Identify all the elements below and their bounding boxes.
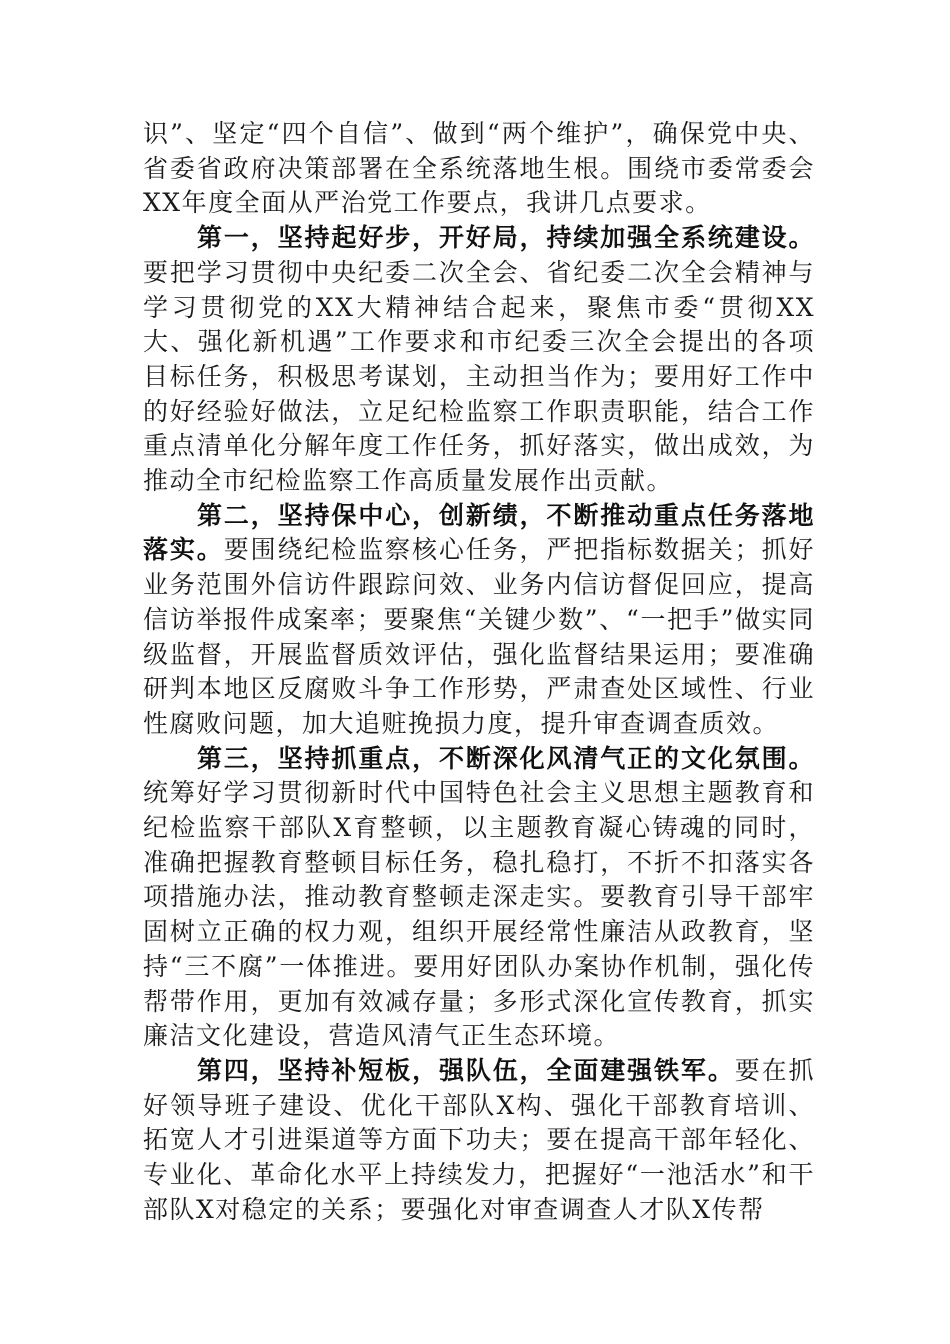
paragraph-third-point-heading: 第三，坚持抓重点，不断深化风清气正的文化氛围。 (197, 743, 815, 773)
paragraph-second-point (143, 499, 815, 742)
paragraph-fourth-point-heading: 第四，坚持补短板，强队伍，全面建强铁军。 (197, 1055, 735, 1085)
document-body (143, 117, 815, 1228)
paragraph-intro (143, 117, 815, 221)
paragraph-first-point (143, 221, 815, 499)
paragraph-fourth-point (143, 1054, 815, 1228)
paragraph-first-point-text: 要把学习贯彻中央纪委二次全会、省纪委二次全会精神与学习贯彻党的XX大精神结合起来，聚焦市委“贯彻XX大、强化新机遇”工作要求和市纪委三次全会提出的各项目标任务，积极思考谋划，主动担当作为；要用好工作中的好经验好做法，立足纪检监察工作职责职能，结合工作重点清单化分解年度工作任务，抓好落实，做出成效，为推动全市纪检监察工作高质量发展作出贡献。 (143, 257, 815, 496)
paragraph-fourth-point-text: 要在抓好领导班子建设、优化干部队X构、强化干部教育培训、拓宽人才引进渠道等方面下功夫；要在提高干部年轻化、专业化、革命化水平上持续发力，把握好“一池活水”和干部队X对稳定的关系；要强化对审查调查人才队X传帮 (143, 1055, 815, 1224)
paragraph-second-point-text: 要围绕纪检监察核心任务，严把指标数据关；抓好业务范围外信访件跟踪问效、业务内信访督促回应，提高信访举报件成案率；要聚焦“关键少数”、“一把手”做实同级监督，开展监督质效评估，强化监督结果运用；要准确研判本地区反腐败斗争工作形势，严肃查处区域性、行业性腐败问题，加大追赃挽损力度，提升审查调查质效。 (143, 535, 815, 738)
paragraph-third-point (143, 742, 815, 1054)
paragraph-third-point-text: 统筹好学习贯彻新时代中国特色社会主义思想主题教育和纪检监察干部队X育整顿，以主题教育凝心铸魂的同时，准确把握教育整顿目标任务，稳扎稳打，不折不扣落实各项措施办法，推动教育整顿走深走实。要教育引导干部牢固树立正确的权力观，组织开展经常性廉洁从政教育，坚持“三不腐”一体推进。要用好团队办案协作机制，强化传帮带作用，更加有效减存量；多形式深化宣传教育，抓实廉洁文化建设，营造风清气正生态环境。 (143, 778, 815, 1051)
paragraph-second-point-heading: 第二，坚持保中心，创新绩，不断推动重点任务落地落实。 (143, 500, 815, 565)
paragraph-intro-text: 识”、坚定“四个自信”、做到“两个维护”，确保党中央、省委省政府决策部署在全系统落地生根。围绕市委常委会XX年度全面从严治党工作要点，我讲几点要求。 (143, 119, 815, 218)
paragraph-first-point-heading: 第一，坚持起好步，开好局，持续加强全系统建设。 (197, 223, 815, 253)
